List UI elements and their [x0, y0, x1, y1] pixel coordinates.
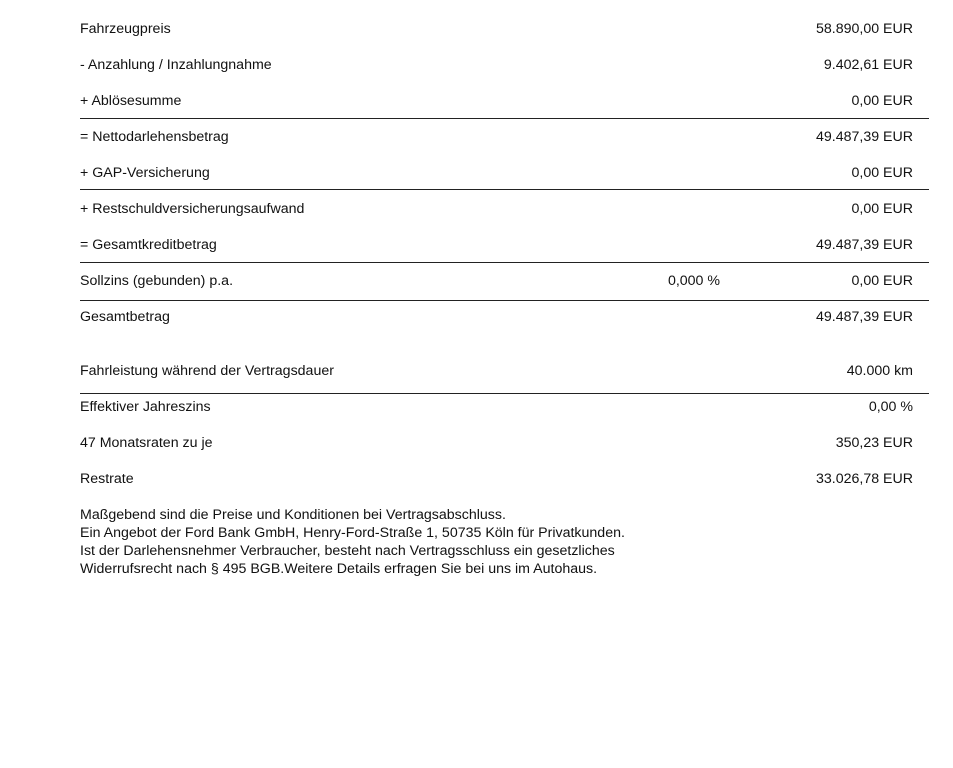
footnote-line: Ein Angebot der Ford Bank GmbH, Henry-Ford-Straße 1, 50735 Köln für Privatkunden. [80, 525, 625, 541]
row-restrate [80, 469, 913, 489]
row-rate: 0,000 % [667, 273, 720, 289]
row-gesamtbetrag [80, 307, 913, 327]
row-gesamtkreditbetrag [80, 235, 913, 255]
row-fahrzeugpreis [80, 19, 913, 39]
row-monatsraten [80, 433, 913, 453]
row-label: Fahrleistung während der Vertragsdauer [80, 363, 334, 379]
divider [80, 118, 929, 119]
row-label: 47 Monatsraten zu je [80, 435, 213, 451]
row-label: Gesamtbetrag [80, 309, 170, 325]
row-gap-versicherung [80, 163, 913, 183]
row-value: 49.487,39 EUR [815, 237, 913, 253]
row-value: 9.402,61 EUR [823, 57, 913, 73]
row-value: 58.890,00 EUR [815, 21, 913, 37]
divider [80, 189, 929, 190]
row-value: 33.026,78 EUR [815, 471, 913, 487]
footnote-line: Ist der Darlehensnehmer Verbraucher, besteht nach Vertragsschluss ein gesetzliches [80, 543, 615, 559]
row-restschuldversicherung [80, 199, 913, 219]
row-label: Fahrzeugpreis [80, 21, 171, 37]
row-value: 0,00 EUR [851, 201, 913, 217]
row-effektiver-jahreszins [80, 397, 913, 417]
row-nettodarlehensbetrag [80, 127, 913, 147]
row-value: 0,00 % [868, 399, 913, 415]
row-anzahlung [80, 55, 913, 75]
row-value: 350,23 EUR [835, 435, 913, 451]
row-value: 0,00 EUR [851, 165, 913, 181]
divider [80, 262, 929, 263]
footnote-line: Maßgebend sind die Preise und Konditionen bei Vertragsabschluss. [80, 507, 506, 523]
row-label: - Anzahlung / Inzahlungnahme [80, 57, 272, 73]
footnote-line: Widerrufsrecht nach § 495 BGB.Weitere Details erfragen Sie bei uns im Autohaus. [80, 561, 598, 577]
row-label: Restrate [80, 471, 134, 487]
row-label: Effektiver Jahreszins [80, 399, 211, 415]
row-fahrleistung [80, 361, 913, 381]
divider [80, 393, 929, 394]
divider [80, 300, 929, 301]
row-value: 0,00 EUR [851, 93, 913, 109]
row-label: + Restschuldversicherungsaufwand [80, 201, 305, 217]
row-label: = Nettodarlehensbetrag [80, 129, 229, 145]
row-label: + Ablösesumme [80, 93, 182, 109]
row-label: + GAP-Versicherung [80, 165, 210, 181]
row-value: 0,00 EUR [851, 273, 913, 289]
row-value: 40.000 km [846, 363, 913, 379]
row-label: = Gesamtkreditbetrag [80, 237, 217, 253]
row-label: Sollzins (gebunden) p.a. [80, 273, 234, 289]
row-abloesesumme [80, 91, 913, 111]
legal-footnote [80, 506, 900, 578]
row-sollzins [80, 271, 913, 291]
row-value: 49.487,39 EUR [815, 309, 913, 325]
row-value: 49.487,39 EUR [815, 129, 913, 145]
